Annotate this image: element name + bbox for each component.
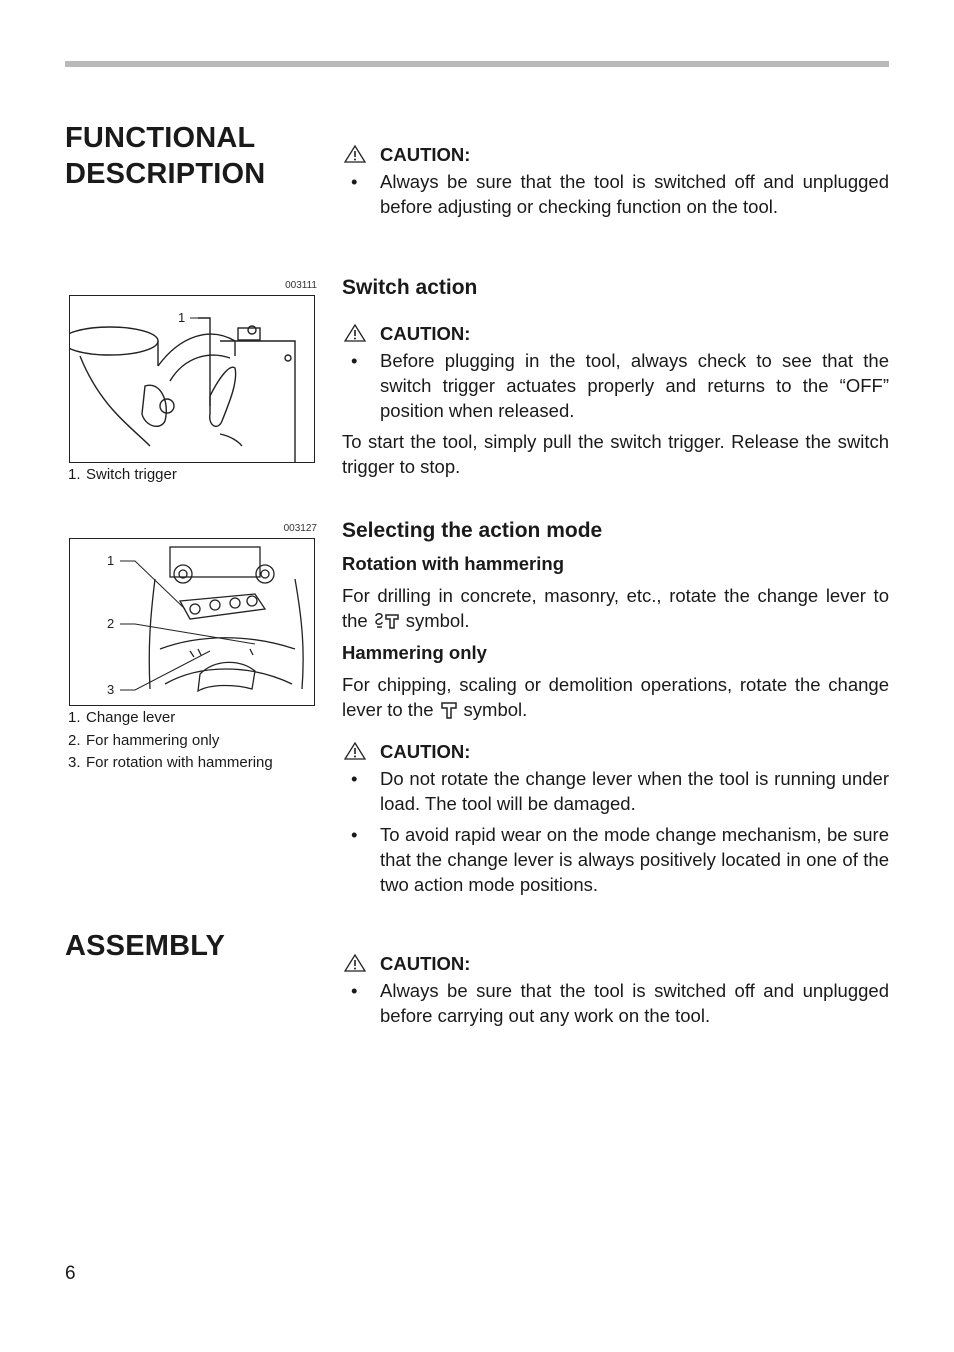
- hammer-symbol-icon: [440, 701, 458, 719]
- caution-heading: CAUTION:: [342, 141, 889, 167]
- rotation-hammer-symbol-icon: [374, 612, 400, 630]
- rotation-hammering-text: For drilling in concrete, masonry, etc., rotate the change lever to the symbol.: [342, 585, 889, 631]
- legend-item: 1. Switch trigger: [68, 466, 177, 483]
- figure-switch-trigger: [65, 280, 317, 490]
- warning-triangle-icon: [344, 324, 366, 342]
- caution-block-general: [342, 141, 889, 225]
- caution-item: • Do not rotate the change lever when the tool is running under load. The tool will be damaged.: [342, 766, 889, 816]
- caution-list: [342, 766, 889, 897]
- figure-code: 003127: [283, 523, 317, 534]
- callout-2: 2: [107, 616, 115, 631]
- action-mode-heading: Selecting the action mode: [342, 519, 603, 542]
- figure-change-lever: [65, 523, 317, 783]
- warning-triangle-icon: [344, 145, 366, 163]
- legend-item: 2. For hammering only: [68, 731, 220, 749]
- caution-list: [342, 348, 889, 423]
- caution-heading: CAUTION:: [342, 950, 889, 976]
- switch-trigger-illustration: [69, 295, 315, 463]
- page-number: 6: [65, 1263, 76, 1284]
- switch-action-text: To start the tool, simply pull the switch trigger. Release the switch trigger to stop.: [342, 431, 889, 477]
- functional-description-title: FUNCTIONAL DESCRIPTION: [65, 122, 266, 190]
- figure-legend: [68, 464, 177, 487]
- warning-triangle-icon: [344, 954, 366, 972]
- assembly-caution-block: [342, 950, 889, 1034]
- hammering-only-text: For chipping, scaling or demolition operations, rotate the change lever to the symbol.: [342, 674, 889, 720]
- callout-1: 1: [107, 553, 115, 568]
- top-rule: [65, 61, 889, 67]
- hammering-only-heading: Hammering only: [342, 642, 487, 663]
- figure-legend: [68, 707, 273, 775]
- action-mode-section: [342, 517, 889, 903]
- caution-heading: CAUTION:: [342, 738, 889, 764]
- callout-3: 3: [107, 682, 115, 697]
- caution-list: [342, 169, 889, 219]
- figure-code: 003111: [285, 280, 317, 291]
- legend-item: 3. For rotation with hammering: [68, 754, 273, 771]
- switch-action-heading: Switch action: [342, 276, 478, 299]
- warning-triangle-icon: [344, 742, 366, 760]
- switch-action-section: [342, 274, 889, 479]
- change-lever-illustration: [69, 538, 315, 706]
- caution-item: • Before plugging in the tool, always check to see that the switch trigger actuates properly and returns to the “OFF” position when released.: [342, 348, 889, 423]
- caution-list: [342, 978, 889, 1028]
- caution-heading: CAUTION:: [342, 320, 889, 346]
- caution-item: • To avoid rapid wear on the mode change mechanism, be sure that the change lever is always positively located in one of the two action mode positions.: [342, 822, 889, 897]
- legend-item: 1. Change lever: [68, 709, 176, 726]
- caution-item: • Always be sure that the tool is switched off and unplugged before carrying out any work on the tool.: [342, 978, 889, 1028]
- caution-item: • Always be sure that the tool is switched off and unplugged before adjusting or checking function on the tool.: [342, 169, 889, 219]
- assembly-title: ASSEMBLY: [65, 930, 226, 962]
- rotation-hammering-heading: Rotation with hammering: [342, 553, 564, 574]
- callout-1: 1: [178, 310, 186, 325]
